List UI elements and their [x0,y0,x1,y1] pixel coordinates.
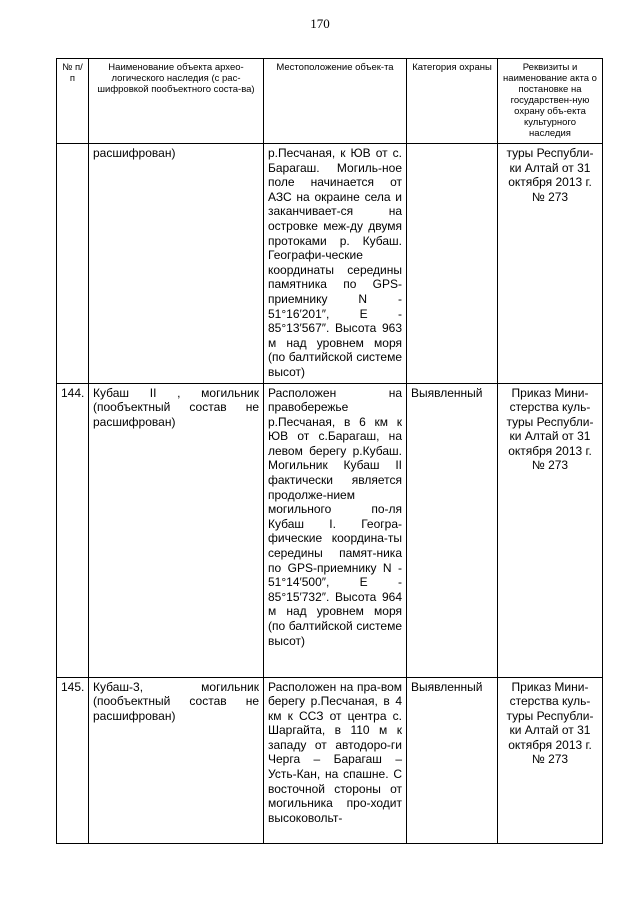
row-location: р.Песчаная, к ЮВ от с. Барагаш. Могиль-ное поле начинается от АЗС на окраине села и заканчивает-ся на островке меж-ду двумя протоками р. Кубаш. Географи-ческие координаты середины памятника по GPS-приемнику N - 51°16′201″, E - 85°13′567″. Высота 963 м над уровнем моря (по балтийской системе высот) [264,144,407,384]
row-name: Кубаш II , могильник (пообъектный состав не расшифрован) [89,383,264,677]
row-name: Кубаш-3, могильник (пообъектный состав не расшифрован) [89,677,264,843]
row-num: 145. [57,677,89,843]
table-row [57,144,603,384]
row-name: расшифрован) [89,144,264,384]
table-row [57,383,603,677]
header-act: Реквизиты и наименование акта о постановке на государствен-ную охрану объ-екта культурного наследия [498,59,603,144]
header-name: Наименование объекта архео-логического наследия (с рас-шифровкой пообъектного соста-ва) [89,59,264,144]
row-act: Приказ Мини-стерства куль-туры Республи-ки Алтай от 31 октября 2013 г. № 273 [498,677,603,843]
row-act: туры Республи-ки Алтай от 31 октября 2013 г. № 273 [498,144,603,384]
row-act: Приказ Мини-стерства куль-туры Республи-ки Алтай от 31 октября 2013 г. № 273 [498,383,603,677]
row-num [57,144,89,384]
header-num: № п/п [57,59,89,144]
table-row [57,677,603,843]
heritage-table [56,58,603,844]
row-num: 144. [57,383,89,677]
row-category [407,144,498,384]
row-category: Выявленный [407,383,498,677]
header-category: Категория охраны [407,59,498,144]
row-location: Расположен на правобережье р.Песчаная, в 6 км к ЮВ от с.Барагаш, на левом берегу р.Кубаш. Могильник Кубаш II фактически является продолже-нием могильного по-ля Кубаш I. Геогра-фические координа-ты середины памят-ника по GPS-приемнику N - 51°14′500″, E - 85°15′732″. Высота 964 м над уровнем моря (по балтийской системе высот) [264,383,407,677]
row-location: Расположен на пра-вом берегу р.Песчаная, в 4 км к ССЗ от центра с. Шаргайта, в 110 м к западу от автодоро-ги Черга – Барагаш – Усть-Кан, на спашне. С восточной стороны от могильника про-ходит высоковольт- [264,677,407,843]
page-number: 170 [310,16,330,31]
table-header-row [57,59,603,144]
row-category: Выявленный [407,677,498,843]
header-location: Местоположение объек-та [264,59,407,144]
